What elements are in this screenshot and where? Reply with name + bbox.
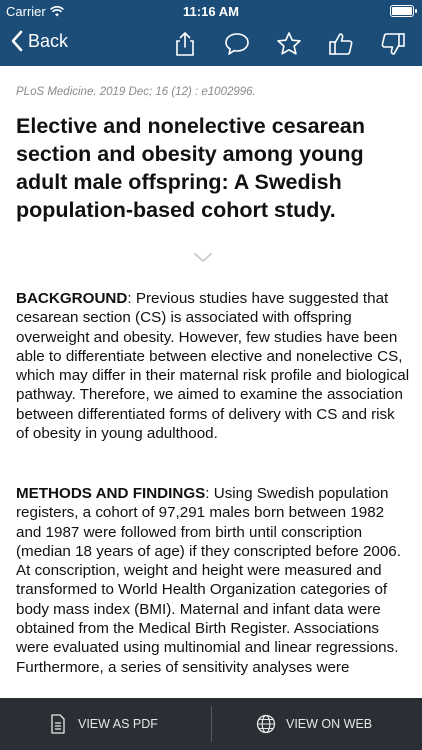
comment-icon [224,31,250,57]
chevron-left-icon [10,30,24,52]
battery-icon [390,5,414,17]
article-content[interactable] [0,66,422,698]
toolbar-actions [168,28,410,60]
background-text: : Previous studies have suggested that cesarean section (CS) is associated with offspring overweight and obesity. However, few studies have been able to differentiate between elective and nonelective CS, which may differ in their maternal risk profile and biological pathway. Therefore, we aimed to examine the association between differentiated forms of delivery with CS and risk of obesity in young adulthood. [16,290,410,443]
thumbs-down-icon [380,31,406,57]
back-button[interactable] [10,30,68,52]
dislike-button[interactable] [376,28,410,60]
back-label: Back [28,30,69,51]
clock: 11:16 AM [183,4,239,19]
favorite-button[interactable] [272,28,306,60]
abstract-background [16,289,411,443]
citation: PLoS Medicine. 2019 Dec; 16 (12) : e1002996. [16,86,256,98]
share-button[interactable] [168,28,202,60]
toolbar-divider [211,706,212,742]
carrier-label: Carrier [6,4,46,19]
navigation-bar [0,22,422,66]
view-on-web-label: VIEW ON WEB [286,717,373,731]
methods-heading: METHODS AND FINDINGS [16,485,206,502]
like-button[interactable] [324,28,358,60]
chevron-down-icon[interactable] [193,252,213,264]
methods-text: : Using Swedish population registers, a cohort of 97,291 males born between 1982 and 1987 were followed from birth until conscription (median 18 years of age) if they conscripted before 2006. At conscription, weight and height were measured and transformed to World Health Organization categories of body mass index (BMI). Maternal and infant data were obtained from the Medical Birth Register. Associations were evaluated using multinomial and linear regressions. Furthermore, a series of sensitivity analyses were [16,485,401,676]
globe-icon [256,714,276,734]
document-icon [48,714,68,734]
thumbs-up-icon [328,31,354,57]
view-as-pdf-label: VIEW AS PDF [78,717,158,731]
star-icon [276,31,302,57]
status-bar [0,0,422,22]
comment-button[interactable] [220,28,254,60]
background-heading: BACKGROUND [16,290,128,307]
bottom-toolbar [0,698,422,750]
article-title: Elective and nonelective cesarean section and obesity among young adult male offspring: A Swedish population-based cohort study. [16,114,365,222]
view-on-web-button[interactable] [256,698,372,750]
share-icon [172,31,198,57]
view-as-pdf-button[interactable] [48,698,158,750]
abstract-methods [16,484,411,677]
